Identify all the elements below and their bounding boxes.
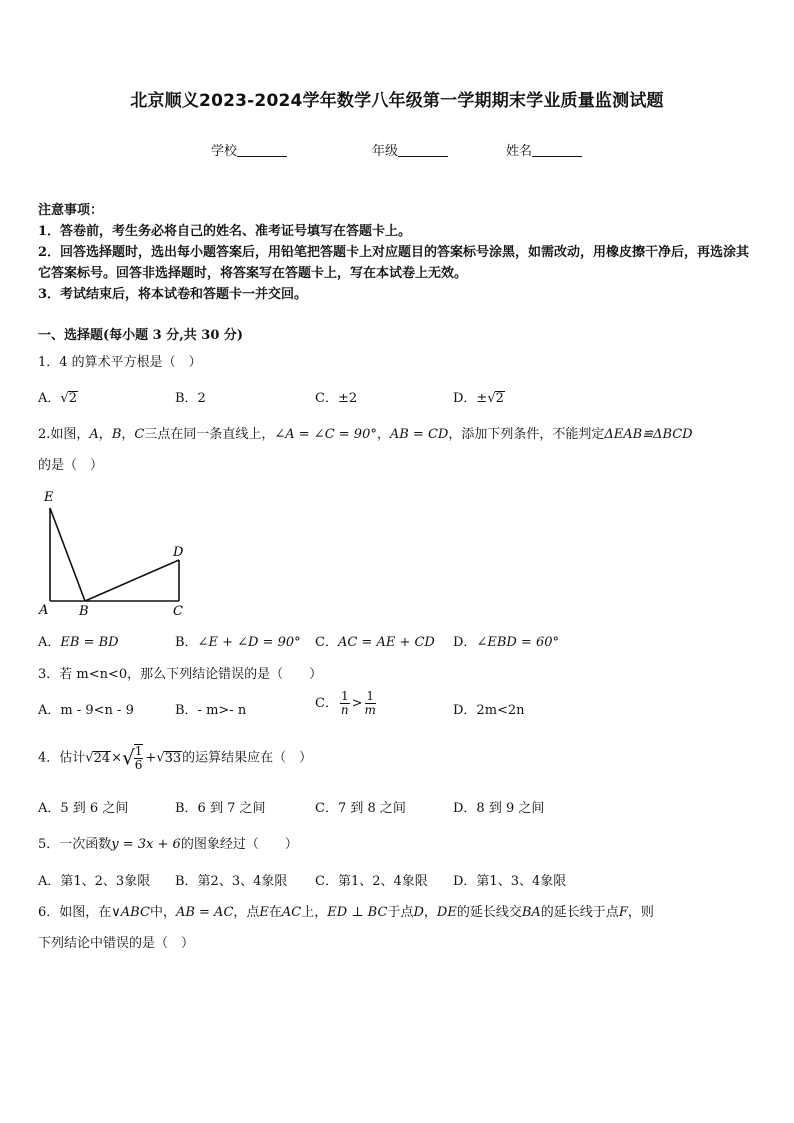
school-label: 学校 bbox=[211, 144, 238, 159]
q5-option-c: C．第1、2、4象限 bbox=[315, 874, 428, 889]
q2-label-c: C bbox=[173, 604, 183, 619]
q2-label-e: E bbox=[44, 490, 54, 505]
q1-option-a: A．√2 bbox=[38, 391, 77, 406]
q2-option-a: A．EB = BD bbox=[38, 635, 119, 650]
notice-item-3: 3．考试结束后，将本试卷和答题卡一并交回。 bbox=[38, 287, 308, 302]
q3-option-b: B．- m>- n bbox=[175, 703, 247, 718]
q2-segment-eb bbox=[50, 508, 85, 601]
q2-option-d: D．∠EBD = 60° bbox=[453, 635, 559, 650]
name-label: 姓名 bbox=[506, 144, 533, 159]
q2-label-a: A bbox=[39, 603, 49, 618]
q5-stem: 5．一次函数y = 3x + 6的图象经过（ ） bbox=[38, 837, 298, 852]
q2-stem-line1: 2.如图，A，B，C三点在同一条直线上，∠A = ∠C = 90°，AB = CD，添加下列条件，不能判定ΔEAB≌ΔBCD bbox=[38, 427, 693, 442]
q5-option-b: B．第2、3、4象限 bbox=[175, 874, 288, 889]
section-heading: 一、选择题(每小题 3 分,共 30 分) bbox=[38, 328, 244, 343]
q1-d-radicand: 2 bbox=[495, 391, 504, 406]
q3-stem: 3．若 m<n<0，那么下列结论错误的是（ ） bbox=[38, 667, 323, 682]
q1-option-c: C．±2 bbox=[315, 391, 358, 406]
q4-frac: $\frac{1}{6}$ bbox=[134, 744, 143, 772]
grade-field bbox=[372, 140, 448, 159]
q1-stem: 1．4 的算术平方根是（ ） bbox=[38, 355, 202, 370]
name-blank bbox=[532, 144, 582, 157]
page-title: 北京顺义2023-2024学年数学八年级第一学期期末学业质量监测试题 bbox=[130, 91, 664, 111]
q2-segment-bd bbox=[85, 560, 179, 601]
q1-option-d: D．±√2 bbox=[453, 391, 504, 406]
q5-option-d: D．第1、3、4象限 bbox=[453, 874, 567, 889]
school-blank bbox=[237, 144, 287, 157]
q2-option-b: B．∠E + ∠D = 90° bbox=[175, 635, 301, 650]
q4-stem: 4．估计√24×√ $\frac{1}{6}$ +√33的运算结果应在（ ） bbox=[38, 744, 313, 772]
q6-stem-line2: 下列结论中错误的是（ ） bbox=[38, 936, 195, 951]
q2-stem-line2: 的是（ ） bbox=[38, 458, 104, 473]
q3-frac-2: $\frac{1}{m}$ bbox=[364, 689, 376, 717]
q1-option-b: B．2 bbox=[175, 391, 206, 406]
name-field bbox=[506, 140, 582, 159]
q3-option-c: C． $\frac{1}{n}$ > $\frac{1}{m}$ bbox=[315, 689, 376, 717]
q2-label-b: B bbox=[79, 604, 89, 619]
q4-option-b: B．6 到 7 之间 bbox=[175, 801, 266, 816]
q2-figure bbox=[36, 488, 196, 620]
q3-frac-1: $\frac{1}{n}$ bbox=[340, 689, 349, 717]
q4-option-d: D．8 到 9 之间 bbox=[453, 801, 545, 816]
notice-heading: 注意事项： bbox=[38, 203, 104, 218]
q2-label-d: D bbox=[173, 545, 184, 560]
notice-item-1: 1．答卷前，考生务必将自己的姓名、准考证号填写在答题卡上。 bbox=[38, 224, 412, 239]
q6-stem-line1: 6．如图，在∨ABC中，AB = AC，点E在AC上，ED ⊥ BC于点D，DE的延长线交BA的延长线于点F，则 bbox=[38, 905, 654, 920]
q5-option-a: A．第1、2、3象限 bbox=[38, 874, 151, 889]
q4-option-a: A．5 到 6 之间 bbox=[38, 801, 129, 816]
q1-a-radicand: 2 bbox=[68, 391, 77, 406]
notice-item-2: 2．回答选择题时，选出每小题答案后，用铅笔把答题卡上对应题目的答案标号涂黑，如需改动，用橡皮擦干净后，再选涂其它答案标号。回答非选择题时，将答案写在答题卡上，写在本试卷上无效。 bbox=[38, 245, 750, 281]
school-field bbox=[211, 140, 287, 159]
q4-option-c: C．7 到 8 之间 bbox=[315, 801, 406, 816]
q3-option-d: D．2m<2n bbox=[453, 703, 525, 718]
grade-label: 年级 bbox=[372, 144, 399, 159]
q2-option-c: C．AC = AE + CD bbox=[315, 635, 435, 650]
q3-option-a: A．m - 9<n - 9 bbox=[38, 703, 134, 718]
grade-blank bbox=[398, 144, 448, 157]
